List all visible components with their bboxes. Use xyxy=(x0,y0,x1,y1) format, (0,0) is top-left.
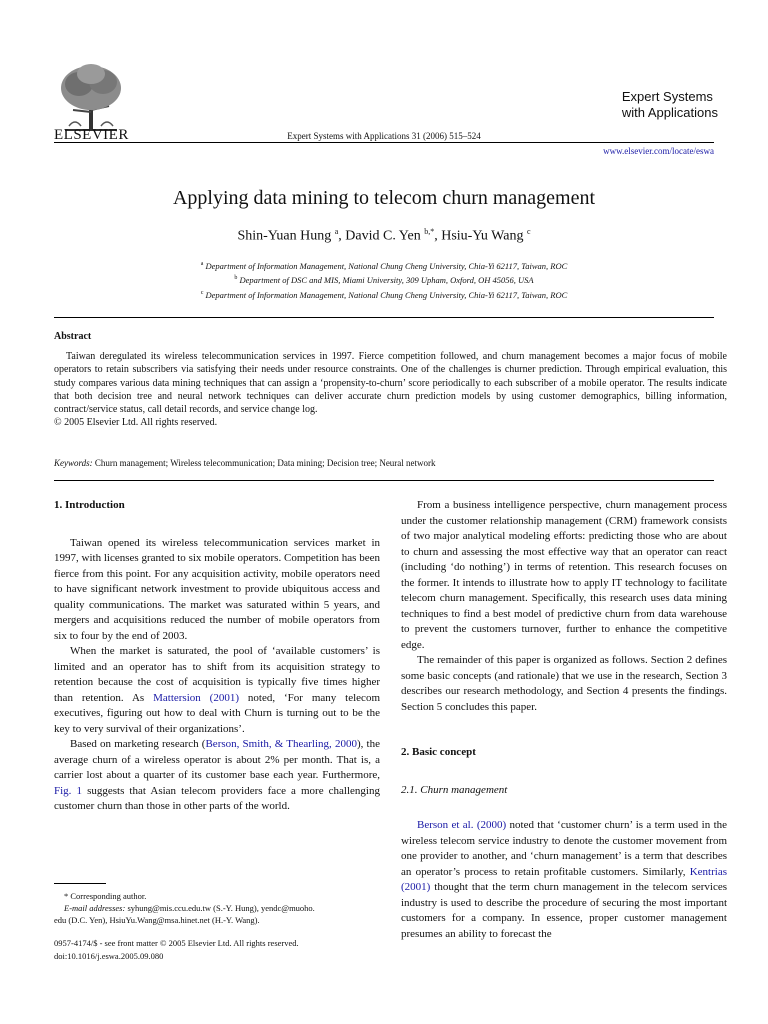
header-rule xyxy=(54,142,714,143)
elsevier-tree-logo xyxy=(55,60,127,136)
author-sup: a xyxy=(334,227,339,236)
journal-url-link[interactable]: www.elsevier.com/locate/eswa xyxy=(603,146,714,156)
paragraph: Taiwan opened its wireless telecommunication services market in 1997, with licenses granted to six mobile operators. Competition has been fierce from this point. For any acquisition activity, mobile operators need to have significant network investment to provide ubiquitous access and quality communications. The market was saturated within 5 years, and mergers and acquisitions reduced the number of mobile operators from six to four by the end of 2003. xyxy=(54,536,380,642)
copyright: © 2005 Elsevier Ltd. All rights reserved. xyxy=(54,417,218,429)
keywords xyxy=(54,458,436,468)
corresponding-author: * Corresponding author. xyxy=(64,891,147,901)
affiliation: Department of DSC and MIS, Miami University, 309 Upham, Oxford, OH 45056, USA xyxy=(239,275,534,286)
abstract-top-rule xyxy=(54,317,714,318)
publisher-name: ELSEVIER xyxy=(54,127,129,143)
email-label: E-mail addresses: xyxy=(64,903,126,913)
section-heading-basic-concept: 2. Basic concept xyxy=(401,746,476,758)
author-sup: b,* xyxy=(424,227,435,236)
brand-line-1: Expert Systems xyxy=(621,89,713,104)
brand-line-2: with Applications xyxy=(621,105,718,120)
section-heading-introduction: 1. Introduction xyxy=(54,499,125,511)
email-line: syhung@mis.ccu.edu.tw (S.-Y. Hung), yendc@muoho. xyxy=(125,903,315,913)
citation-link[interactable]: Kentrias (2001) xyxy=(401,865,727,893)
affiliation: Department of Information Management, National Chung Cheng University, Chia-Yi 62117, Taiwan, ROC xyxy=(205,289,568,300)
paragraph: When the market is saturated, the pool of ‘available customers’ is limited and an operator has to shift from its acquisition strategy to retention because the cost of acquisition is typically five times higher than retention. As Mattersion (2001) noted, ‘For many telecom executives, figuring out how to deal with Churn is turning out to be the key to very survival of their organizations’. xyxy=(54,645,380,735)
paragraph: The remainder of this paper is organized as follows. Section 2 defines some basic concepts (and rationale) that we use in the research, Section 3 describes our research methodology, and Section 4 presents the findings. Section 5 concludes this paper. xyxy=(401,654,727,713)
journal-brand xyxy=(622,89,718,121)
affiliation: Department of Information Management, National Chung Cheng University, Chia-Yi 62117, Taiwan, ROC xyxy=(205,260,568,271)
abstract-bottom-rule xyxy=(54,480,714,481)
author-name: Hsiu-Yu Wang xyxy=(441,228,524,244)
abstract-text: Taiwan deregulated its wireless telecommunication services in 1997. Fierce competition followed, and churn management becomes a major focus of mobile operators to retain subscribers via satisfying their needs under resource constraints. One of the challenges is churner prediction. Through empirical evaluation, this study compares various data mining techniques that can assign a ‘propensity-to-churn’ score periodically to each subscriber of a mobile operator. The results indicate that both decision tree and neural network techniques can deliver accurate churn prediction models by using customer demographics, billing information, contract/service status, call detail records, and service change log. © 2005 Elsevier Ltd. All rights reserved. xyxy=(54,351,727,429)
publication-info xyxy=(54,937,299,963)
affiliations: $^a$ Department of Information Management, National Chung Cheng University, Chia-Yi 62117, Taiwan, ROC $^b$ Department of DSC and MIS, Miami University, 309 Upham, Oxford, OH 45056, USA $^c$ Department of Information Management, National Chung Cheng University, Chia-Yi 62117, Taiwan, ROC xyxy=(200,260,568,300)
citation-link[interactable]: Berson, Smith, & Thearling, 2000 xyxy=(205,738,357,750)
author-name: Shin-Yuan Hung xyxy=(237,228,332,244)
left-column xyxy=(54,498,380,815)
journal-reference: Expert Systems with Applications 31 (2006) 515–524 xyxy=(287,131,481,141)
doi-line: doi:10.1016/j.eswa.2005.09.080 xyxy=(54,951,164,961)
paragraph: Based on marketing research (Berson, Smith, & Thearling, 2000), the average churn of a wireless operator is about 2% per month. That is, a carrier lost about a quarter of its customer base each year. Furthermore, Fig. 1 suggests that Asian telecom providers face a more challenging customer churn than those in other parts of the world. xyxy=(54,738,380,812)
paragraph: From a business intelligence perspective, churn management process under the customer relationship management (CRM) framework consists of two major analytical modeling efforts: predicting those who are about to churn and assessing the most effective way that an operator can react (including ‘do nothing’) in terms of retention. This research focuses on the former. It intends to illustrate how to apply IT technology to facilitate telecom churn management. Specifically, this research uses data mining techniques to find a best model of predictive churn from data warehouse to prevent the customers turnover, further to enhance the competitive edge. xyxy=(401,499,727,651)
email-line: edu (D.C. Yen), HsiuYu.Wang@msa.hinet.net (H.-Y. Wang). xyxy=(54,915,260,925)
issn-line: 0957-4174/$ - see front matter © 2005 Elsevier Ltd. All rights reserved. xyxy=(54,938,299,948)
paragraph: Berson et al. (2000) noted that ‘customer churn’ is a term used in the wireless telecom service industry to denote the customer movement from one provider to another, and ‘churn management’ is a term that describes an operator’s process to retain profitable customers. Similarly, Kentrias (2001) thought that the term churn management in the telecom services industry is used to describe the procedure of securing the most important customers for a company. In essence, proper customer management presumes an ability to forecast the xyxy=(401,819,728,940)
article-title: Applying data mining to telecom churn management xyxy=(172,187,596,209)
citation-link[interactable]: Berson et al. (2000) xyxy=(417,819,507,831)
right-column xyxy=(401,498,727,942)
figure-link[interactable]: Fig. 1 xyxy=(54,784,82,797)
author-sup: c xyxy=(526,227,531,236)
keywords-list: Churn management; Wireless telecommunication; Data mining; Decision tree; Neural network xyxy=(94,458,436,468)
subsection-heading-churn-management: 2.1. Churn management xyxy=(401,783,508,796)
author-list: Shin-Yuan Hung $^a$, David C. Yen $^{b,*}$, Hsiu-Yu Wang $^c$ xyxy=(237,227,531,244)
citation-link[interactable]: Mattersion (2001) xyxy=(153,691,239,704)
footnote xyxy=(54,890,384,926)
footnote-rule xyxy=(54,883,106,884)
keywords-label: Keywords: xyxy=(54,458,93,468)
abstract-heading: Abstract xyxy=(54,331,92,342)
author-name: David C. Yen xyxy=(345,228,421,244)
